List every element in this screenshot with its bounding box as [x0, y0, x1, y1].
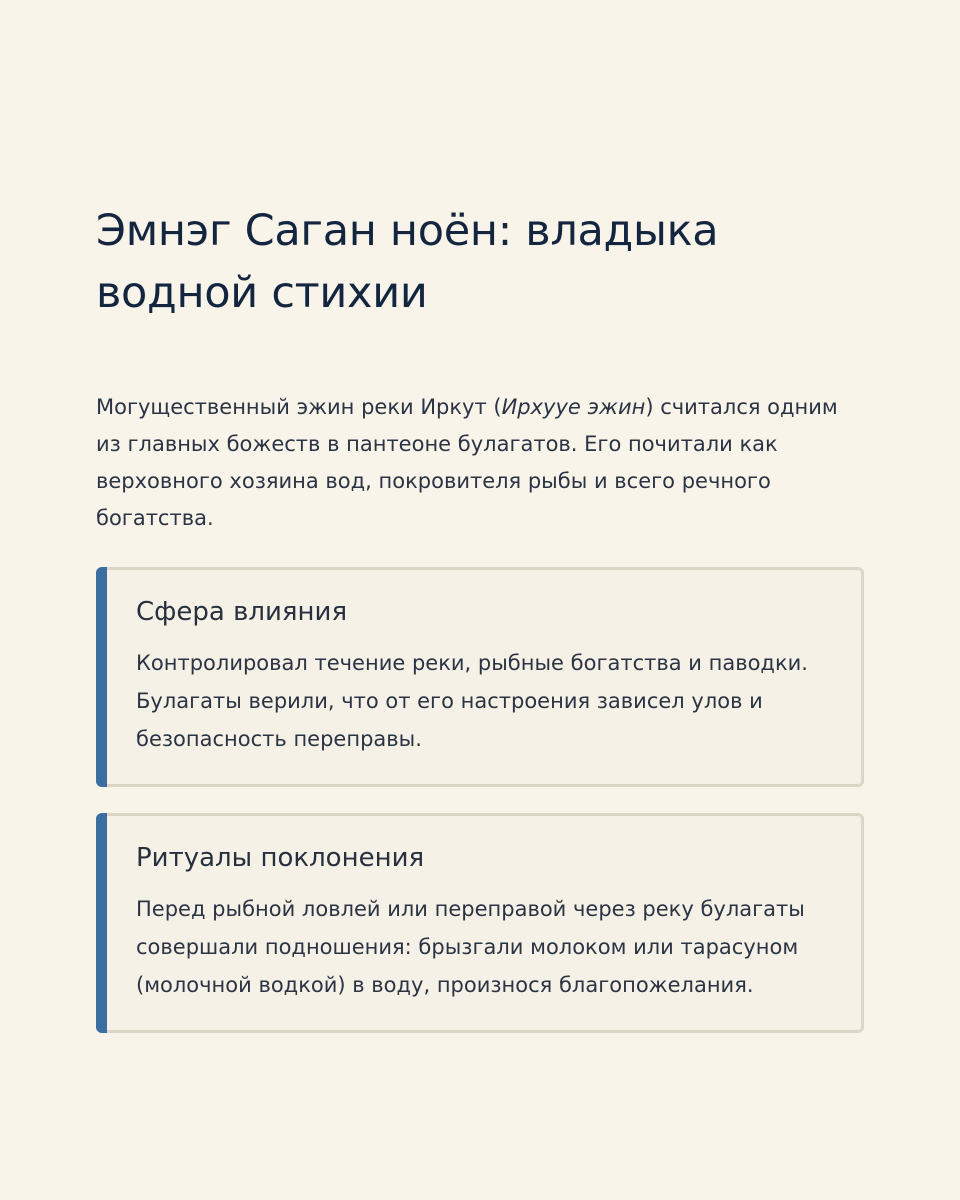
card-text: Перед рыбной ловлей или переправой через реку булагаты совершали подношения: брызгали молоком или тарасуном (молочной водкой) в воду, произнося благопожелания. — [136, 897, 805, 997]
intro-text-before: Могущественный эжин реки Иркут ( — [96, 395, 502, 419]
card-text: Контролировал течение реки, рыбные богатства и паводки. Булагаты верили, что от его настроения зависел улов и безопасность переправы. — [136, 651, 808, 751]
intro-paragraph — [96, 389, 864, 537]
card-title: Сфера влияния — [136, 597, 348, 627]
intro-text-after: ) считался одним из главных божеств в пантеоне булагатов. Его почитали как верховного хозяина вод, покровителя рыбы и всего речного богатства. — [96, 395, 838, 530]
article — [96, 200, 864, 1033]
card-title: Ритуалы поклонения — [136, 843, 425, 873]
page-title: Эмнэг Саган ноён: владыка водной стихии — [96, 206, 719, 318]
info-card-rituals — [96, 813, 864, 1033]
info-card-sphere — [96, 567, 864, 787]
intro-italic-name: Ирхууе эжин — [501, 395, 646, 419]
